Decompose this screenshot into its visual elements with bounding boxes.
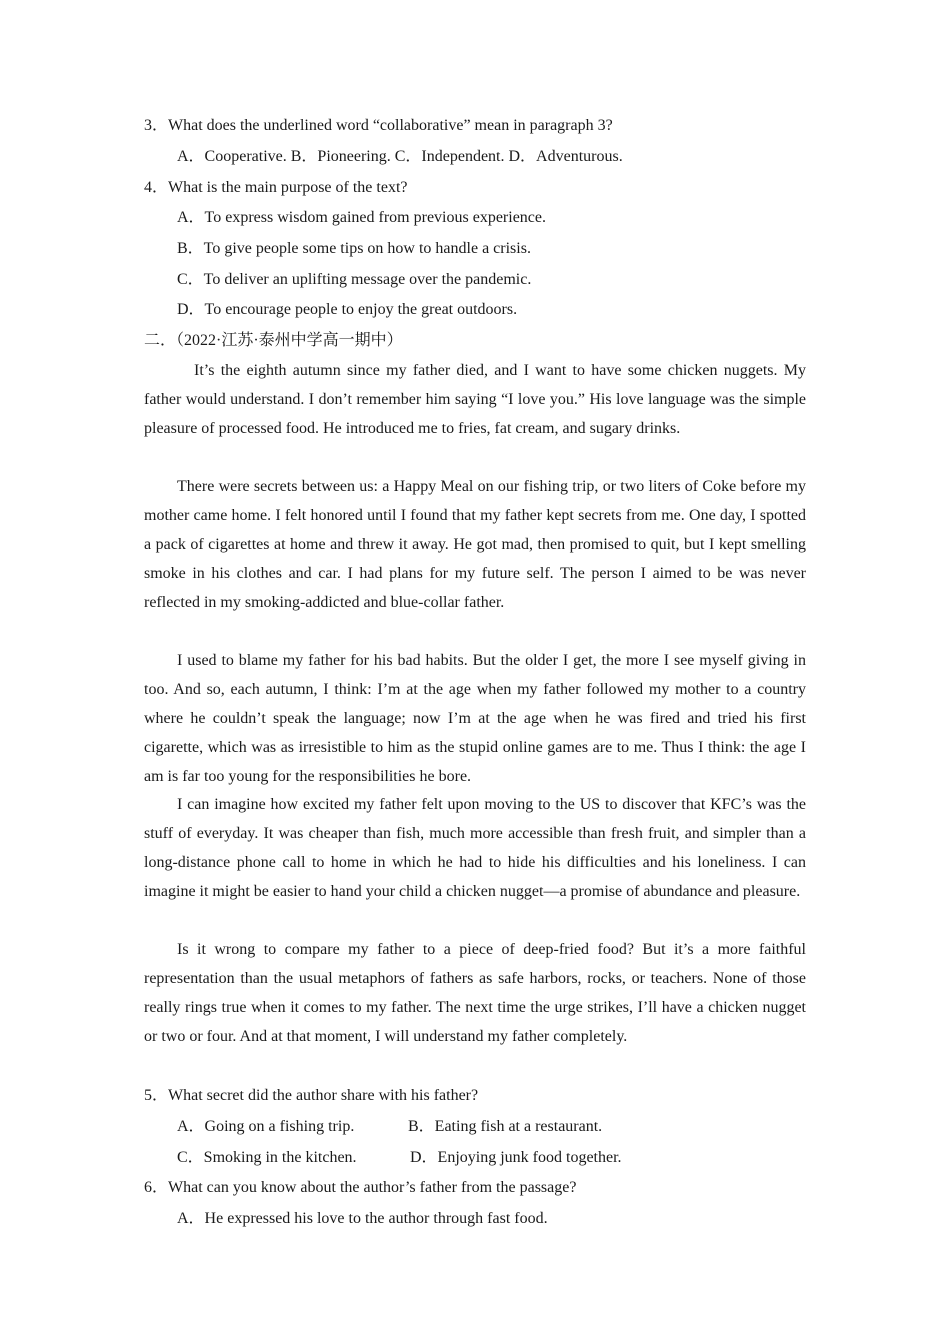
- question-4-stem: 4．What is the main purpose of the text?: [144, 179, 408, 196]
- question-4-option-d: D．To encourage people to enjoy the great outdoors.: [177, 301, 518, 318]
- passage-paragraph-1-text: It’s the eighth autumn since my father died, and I want to have some chicken nuggets. My father would understand. I don’t remember him saying “I love you.” His love language was the simple pleasure of processed food. He introduced me to fries, fat cream, and sugary drinks.: [144, 362, 806, 437]
- passage-paragraph-5-text: Is it wrong to compare my father to a piece of deep-fried food? But it’s a more faithful representation than the usual metaphors of fathers as safe harbors, rocks, or teachers. None of those really rings true when it comes to my father. The next time the urge strikes, I’ll have a chicken nugget or two or four. And at that moment, I will understand my father completely.: [144, 941, 806, 1045]
- passage-paragraph-4-text: I can imagine how excited my father felt upon moving to the US to discover that KFC’s was the stuff of everyday. It was cheaper than fish, much more accessible than fresh fruit, and simpler than a long-distance phone call to home in which he had to hide his difficulties and his loneliness. I can imagine it might be easier to hand your child a chicken nugget—a promise of abundance and pleasure.: [144, 796, 806, 900]
- passage-paragraph-2-text: There were secrets between us: a Happy Meal on our fishing trip, or two liters of Coke before my mother came home. I felt honored until I found that my father kept secrets from me. One day, I spotted a pack of cigarettes at home and threw it away. He got mad, then promised to quit, but I kept smelling smoke in his clothes and car. I had plans for my future self. The person I aimed to be was never reflected in my smoking-addicted and blue-collar father.: [144, 478, 806, 611]
- passage-paragraph-2: [144, 472, 806, 617]
- passage-paragraph-3-text: I used to blame my father for his bad habits. But the older I get, the more I see myself giving in too. And so, each autumn, I think: I’m at the age when my father followed my mother to a country where he couldn’t speak the language; now I’m at the age when he was fired and tried his first cigarette, which was as irresistible to him as the stupid online games are to me. Thus I think: the age I am is far too young for the responsibilities he bore.: [144, 652, 806, 785]
- passage-paragraph-4: [144, 790, 806, 906]
- question-4-option-c: C．To deliver an uplifting message over the pandemic.: [177, 271, 532, 288]
- question-5-option-d: D．Enjoying junk food together.: [410, 1149, 622, 1166]
- question-5-stem: 5．What secret did the author share with his father?: [144, 1087, 479, 1104]
- question-3-stem: 3．What does the underlined word “collaborative” mean in paragraph 3?: [144, 117, 613, 134]
- question-6-option-a: A．He expressed his love to the author through fast food.: [177, 1210, 548, 1227]
- passage-paragraph-5: [144, 935, 806, 1051]
- question-5-option-b: B．Eating fish at a restaurant.: [408, 1118, 603, 1135]
- question-6-stem: 6．What can you know about the author’s father from the passage?: [144, 1179, 577, 1196]
- section-heading: 二．（2022·江苏·泰州中学高一期中）: [144, 332, 403, 349]
- question-5-option-c: C．Smoking in the kitchen.: [177, 1149, 357, 1166]
- question-4-option-b: B．To give people some tips on how to handle a crisis.: [177, 240, 531, 257]
- passage-paragraph-3: [144, 646, 806, 791]
- question-3-options: A．Cooperative. B．Pioneering. C．Independent. D．Adventurous.: [177, 148, 623, 165]
- passage-paragraph-1: [144, 356, 806, 443]
- question-4-option-a: A．To express wisdom gained from previous experience.: [177, 209, 547, 226]
- question-5-option-a: A．Going on a fishing trip.: [177, 1118, 355, 1135]
